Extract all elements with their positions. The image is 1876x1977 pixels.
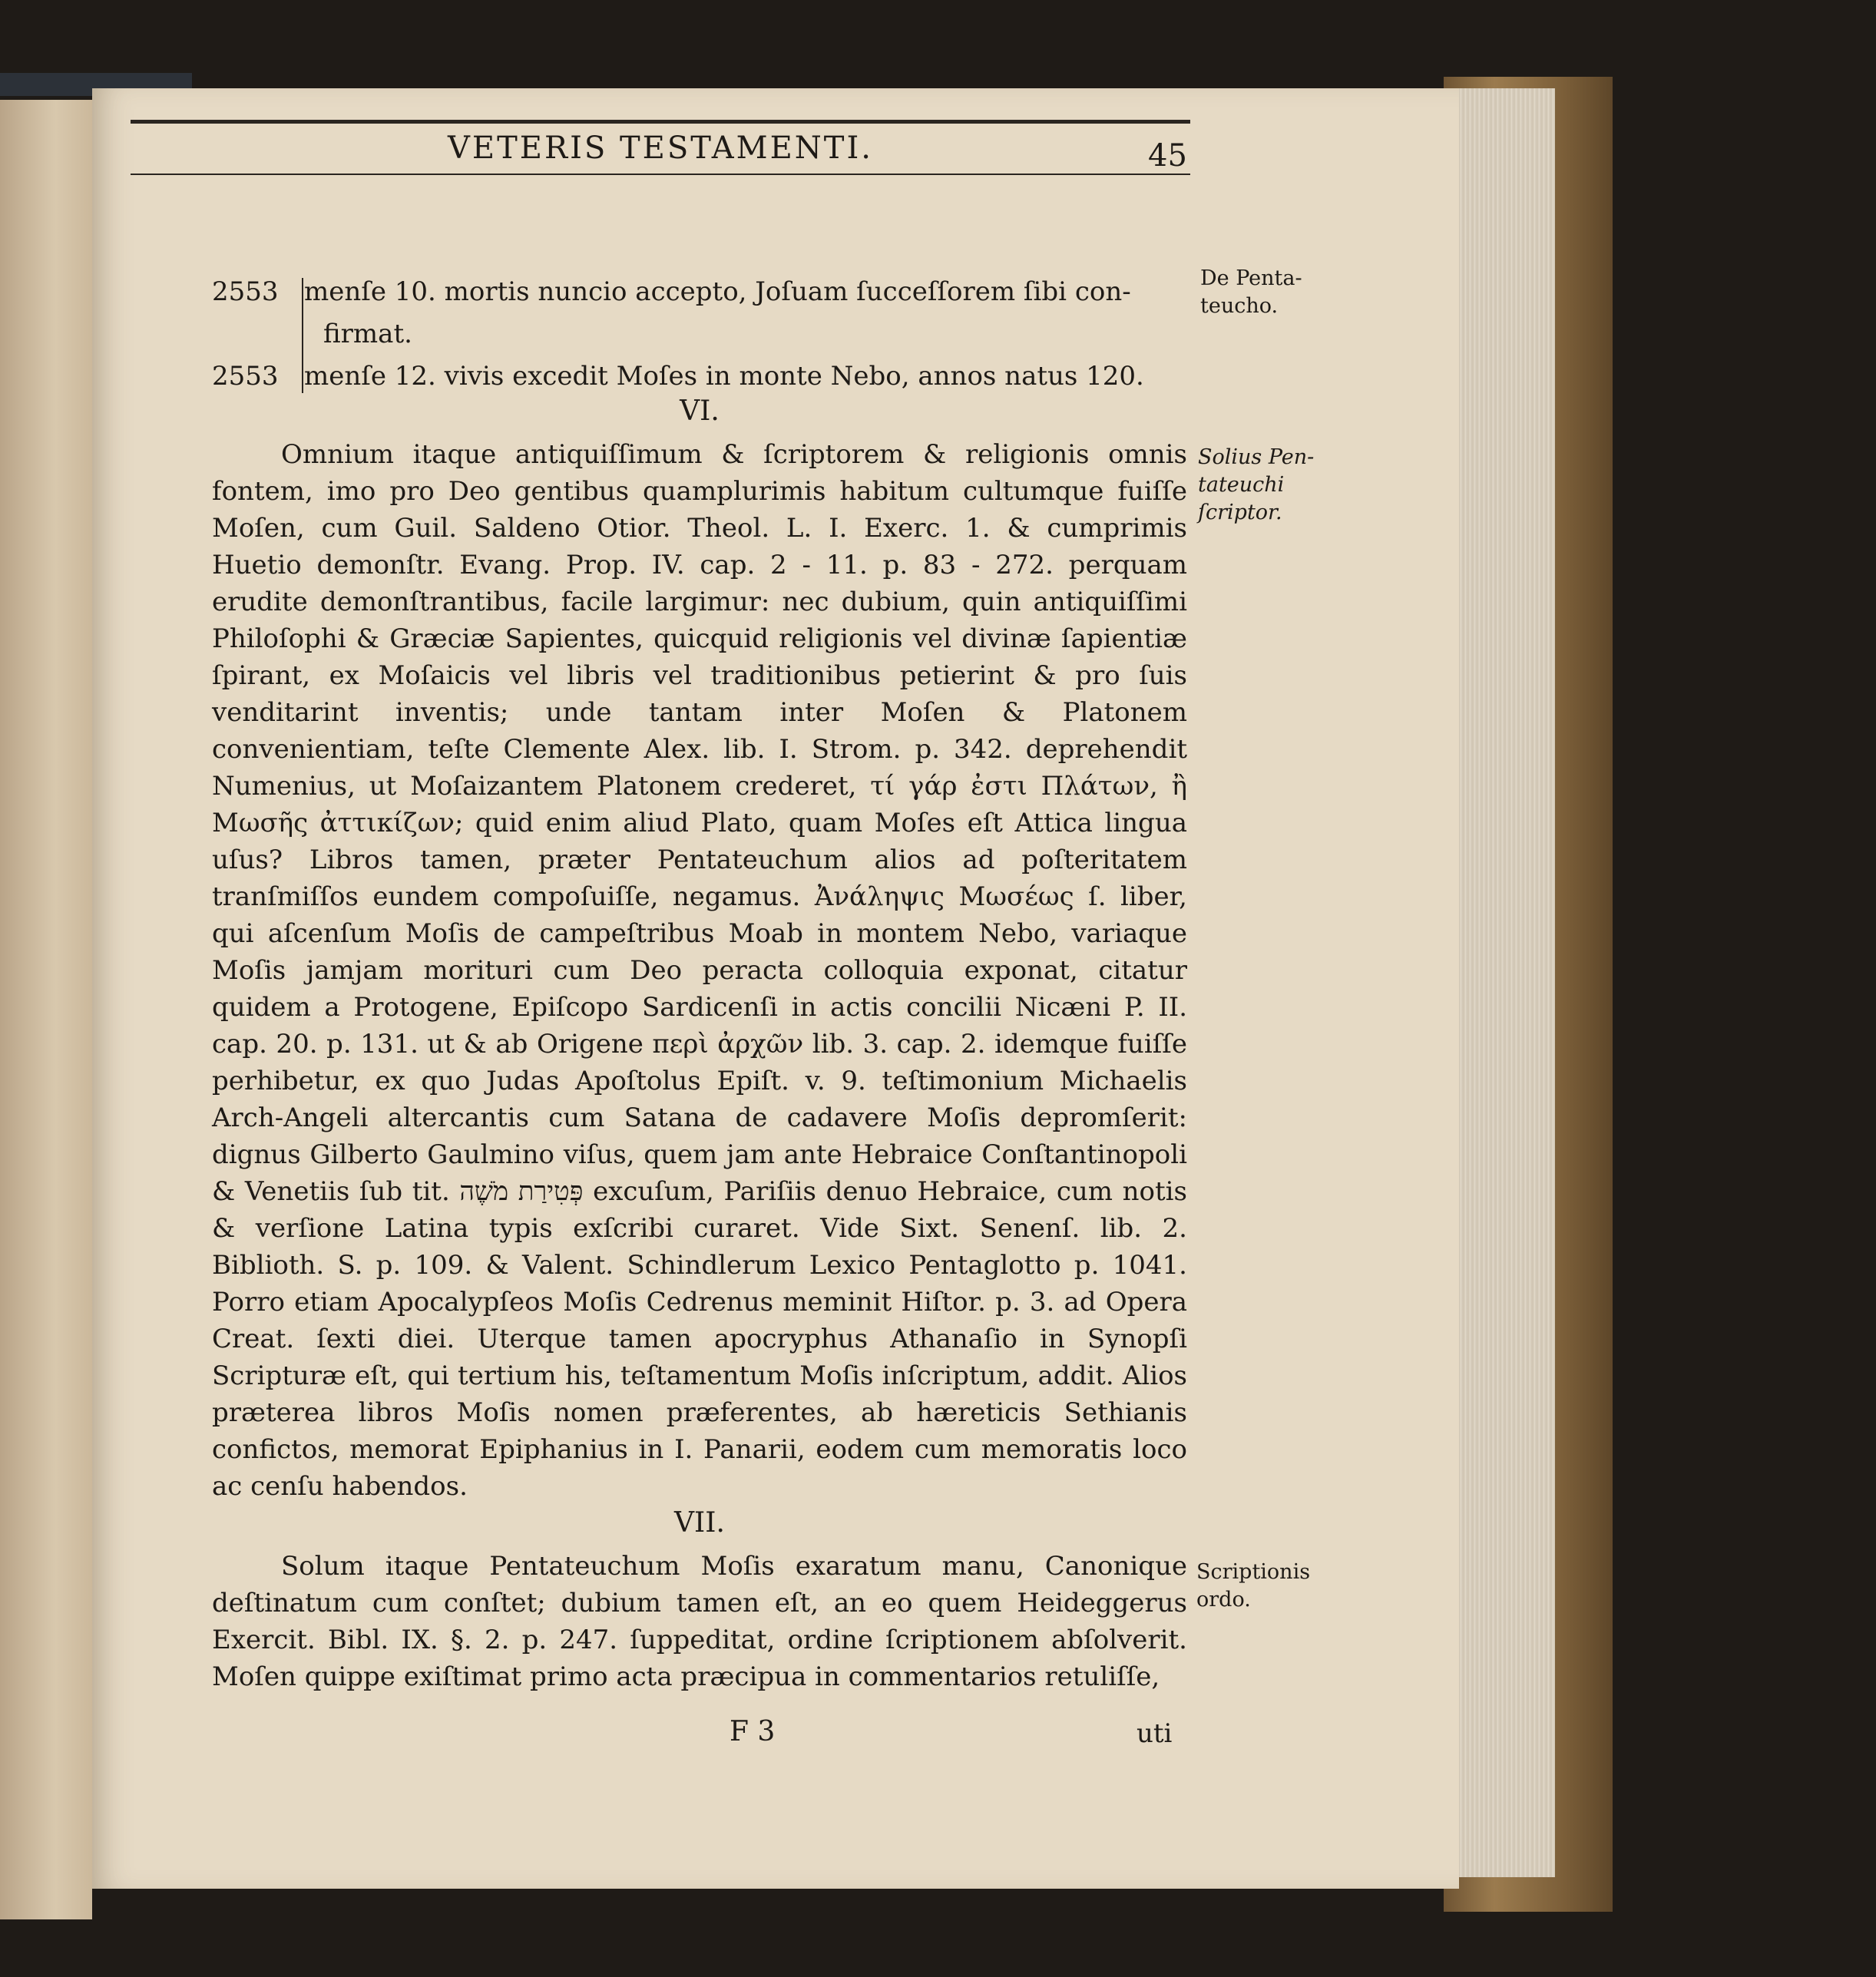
page-edges	[1448, 88, 1555, 1877]
signature-mark: F 3	[730, 1716, 776, 1747]
top-rule	[131, 120, 1190, 124]
running-title: VETERIS TESTAMENTI.	[447, 131, 873, 166]
left-page-edge	[0, 100, 92, 1919]
chronology-divider	[302, 278, 303, 393]
chronology-text: menſe 10. mortis nuncio accepto, Joſuam ſucceſſorem ſibi con-	[304, 276, 1131, 307]
header-rule	[131, 174, 1190, 175]
margin-note-pentateucho: De Penta-teucho.	[1200, 266, 1302, 318]
chronology-year: 2553	[212, 361, 279, 392]
margin-note-scriptionis: Scriptionis ordo.	[1196, 1560, 1311, 1612]
catchword: uti	[1137, 1718, 1173, 1749]
section-paragraph: Solum itaque Pentateuchum Moſis exaratum manu, Canonique deſtinatum cum conſtet; dubium tamen eſt, an eo quem Heideggerus Exercit. Bibl. IX. §. 2. p. 247. ſuppeditat, ordine ſcriptionem abſolverit. Moſen quippe exiſtimat primo acta præcipua in commentarios retuliſſe,	[212, 1551, 1187, 1692]
page-number: 45	[1148, 138, 1187, 174]
section-number: VII.	[674, 1507, 725, 1539]
section-paragraph: Omnium itaque antiquiſſimum & ſcriptorem & religionis omnis fontem, imo pro Deo gentibus quamplurimis habitum cultumque fuiſſe Moſen, cum Guil. Saldeno Otior. Theol. L. I. Exerc. 1. & cumprimis Huetio demonſtr. Evang. Prop. IV. cap. 2 - 11. p. 83 - 272. perquam erudite demonſtrantibus, facile largimur: nec dubium, quin antiquiſſimi Philoſophi & Græciæ Sapientes, quicquid religionis vel divinæ ſapientiæ ſpirant, ex Moſaicis vel libris vel traditionibus petierint & pro ſuis venditarint inventis; unde tantam inter Moſen & Platonem convenientiam, teſte Clemente Alex. lib. I. Strom. p. 342. deprehendit Numenius, ut Moſaizantem Platonem crederet, τί γάρ ἐστι Πλάτων, ἢ Μωσῆς ἀττικίζων; quid enim aliud Plato, quam Moſes eſt Attica lingua uſus? Libros tamen, præter Pentateuchum alios ad poſteritatem tranſmiſſos eundem compoſuiſſe, negamus. Ἀνάληψις Μωσέως ſ. liber, qui aſcenſum Moſis de campeſtribus Moab in montem Nebo, variaque Moſis jamjam morituri cum Deo peracta colloquia exponat, citatur quidem a Protogene, Epiſcopo Sardicenſi in actis concilii Nicæni P. II. cap. 20. p. 131. ut & ab Origene περὶ ἀρχῶν lib. 3. cap. 2. idemque fuiſſe perhibetur, ex quo Judas Apoſtolus Epiſt. v. 9. teſtimonium Michaelis Arch-Angeli altercantis cum Satana de cadavere Moſis depromſerit: dignus Gilberto Gaulmino viſus, quem jam ante Hebraice Conſtantinopoli & Venetiis ſub tit. פְּטִירַת מֹשֶׁה excuſum, Pariſiis denuo Hebraice, cum notis & verſione Latina typis exſcribi curaret. Vide Sixt. Senenſ. lib. 2. Biblioth. S. p. 109. & Valent. Schindlerum Lexico Pentaglotto p. 1041. Porro etiam Apocalypſeos Moſis Cedrenus meminit Hiſtor. p. 3. ad Opera Creat. ſexti diei. Uterque tamen apocryphus Athanaſio in Synopſi Scripturæ eſt, qui tertium his, teſtamentum Moſis inſcriptum, addit. Alios præterea libros Moſis nomen præferentes, ab hæreticis Sethianis confictos, memorat Epiphanius in I. Panarii, eodem cum memoratis loco ac cenſu habendos.	[212, 439, 1187, 1502]
margin-note-solius: Solius Pen-tateuchi ſcriptor.	[1198, 445, 1315, 524]
chronology-text: menſe 12. vivis excedit Moſes in monte Nebo, annos natus 120.	[304, 361, 1144, 392]
chronology-year: 2553	[212, 276, 279, 307]
chronology-text: firmat.	[323, 319, 412, 349]
section-number: VI.	[680, 395, 720, 427]
